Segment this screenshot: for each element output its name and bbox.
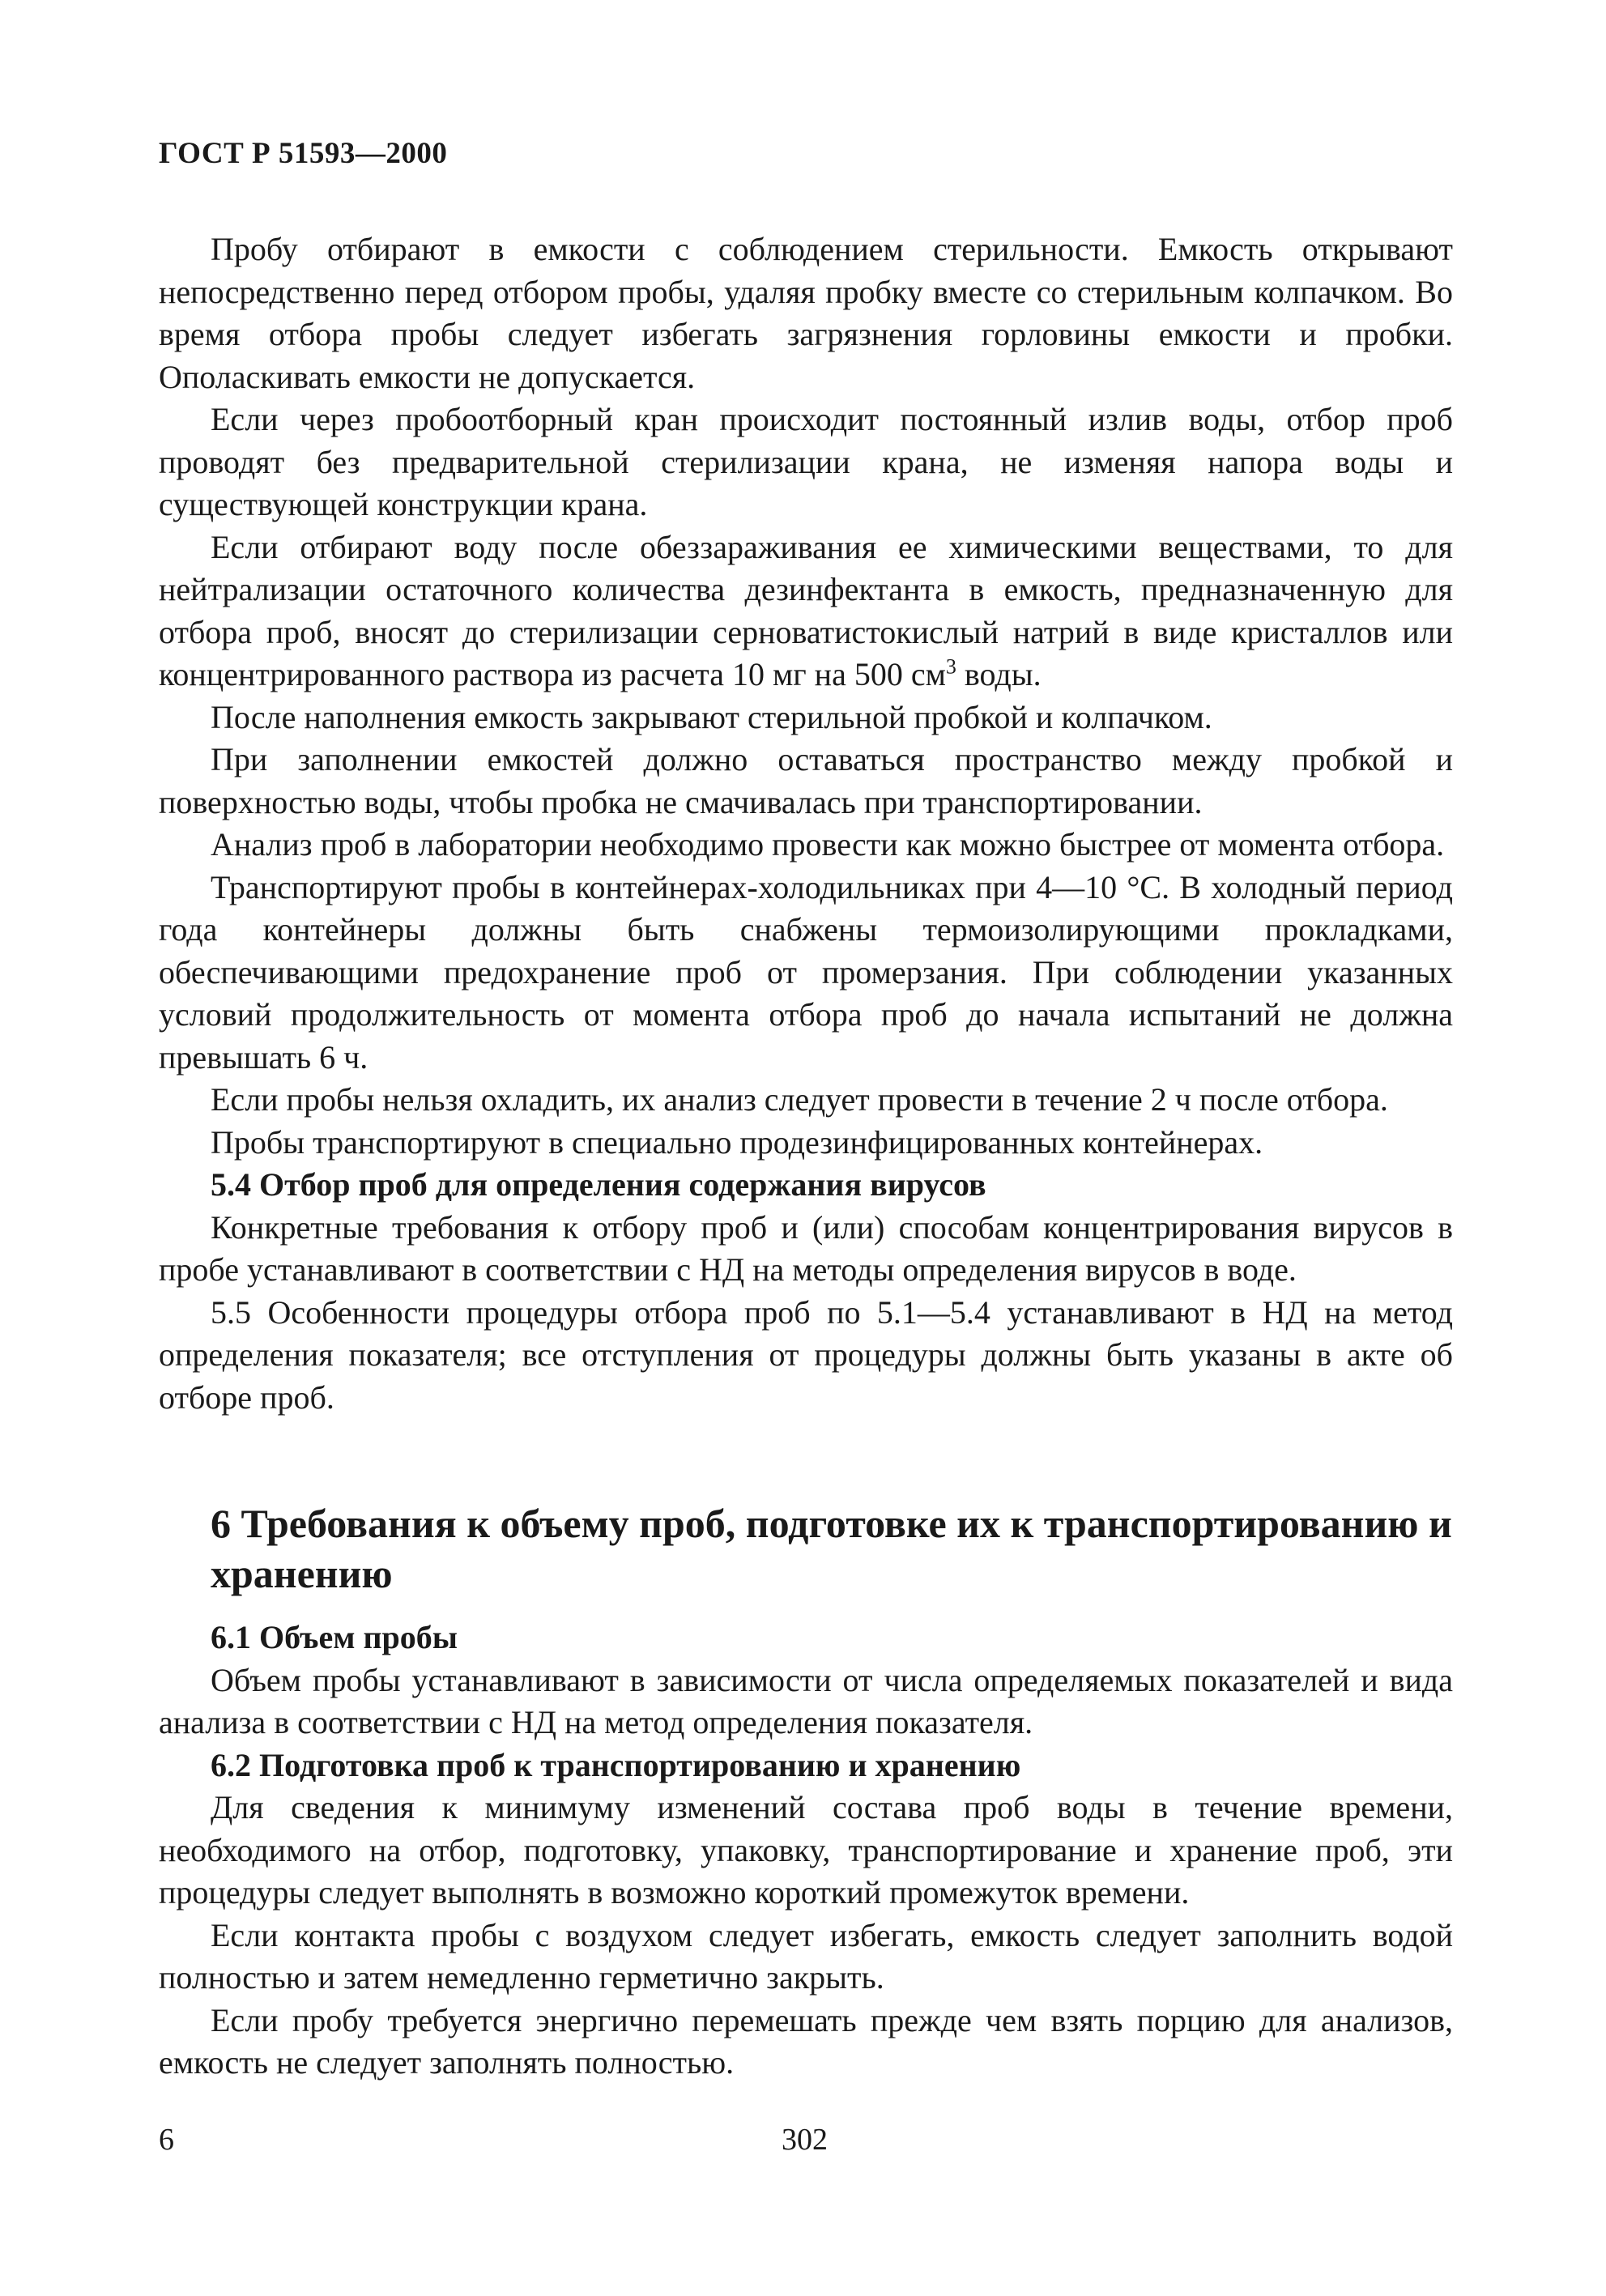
paragraph [159,526,1453,696]
paragraph: 5.5 Особенности процедуры отбора проб по 5.1—5.4 устанавливают в НД на метод определения показателя; все отступления от процедуры должны быть указаны в акте об отборе проб. [159,1293,1453,1416]
paragraph: При заполнении емкостей должно оставаться пространство между пробкой и поверхностью воды, чтобы пробка не смачивалась при транспортировании. [159,741,1453,820]
paragraph-text: Если отбирают воду после обеззараживания ее химическими веществами, то для нейтрализации остаточного количества дезинфектанта в емкость, предназначенную для отбора проб, вносят до стерилизации серноватистокислый натрий в виде кристаллов или концентрированного раствора из расчета 10 мг на 500 см [159,528,1453,692]
subsection-heading: 6.1 Объем пробы [211,1619,458,1655]
subsection-heading: 6.2 Подготовка проб к транспортированию и хранению [211,1746,1021,1783]
paragraph: Если через пробоотборный кран происходит постоянный излив воды, отбор проб проводят без предварительной стерилизации крана, не изменяя напора воды и существующей конструкции крана. [159,401,1453,522]
section-heading: 6 Требования к объему проб, подготовке их к транспортированию и хранению [211,1501,1452,1596]
page-number: 6 [159,2123,174,2157]
paragraph: Объем пробы устанавливают в зависимости от числа определяемых показателей и вида анализа в соответствии с НД на метод определения показателя. [159,1661,1453,1740]
paragraph: Анализ проб в лаборатории необходимо провести как можно быстрее от момента отбора. [211,826,1445,863]
superscript: 3 [945,654,956,679]
paragraph: Пробу отбирают в емкости с соблюдением стерильности. Емкость открывают непосредственно перед отбором пробы, удаляя пробку вместе со стерильным колпачком. Во время отбора пробы следует избегать загрязнения горловины емкости и пробки. Ополаскивать емкости не допускается. [159,231,1453,395]
subsection-heading: 5.4 Отбор проб для определения содержания вирусов [211,1166,986,1203]
document-body [159,228,1453,2085]
paragraph: Если контакта пробы с воздухом следует избегать, емкость следует заполнить водой полностью и затем немедленно герметично закрыть. [159,1916,1453,1996]
paragraph: Пробы транспортируют в специально продезинфицированных контейнерах. [211,1123,1263,1161]
paragraph: Для сведения к минимуму изменений состава проб воды в течение времени, необходимого на отбор, подготовку, упаковку, транспортирование и хранение проб, эти процедуры следует выполнять в возможно короткий промежуток времени. [159,1789,1453,1910]
paragraph: Если пробы нельзя охладить, их анализ следует провести в течение 2 ч после отбора. [211,1081,1388,1118]
paragraph: Если пробу требуется энергично перемешать прежде чем взять порцию для анализов, емкость не следует заполнять полностью. [159,2001,1453,2081]
paragraph: Конкретные требования к отбору проб и (или) способам концентрирования вирусов в пробе устанавливают в соответствии с НД на методы определения вирусов в воде. [159,1208,1453,1288]
paragraph: После наполнения емкость закрывают стерильной пробкой и колпачком. [211,698,1212,735]
paragraph: Транспортируют пробы в контейнерах-холодильниках при 4—10 °С. В холодный период года контейнеры должны быть снабжены термоизолирующими прокладками, обеспечивающими предохранение проб от промерзания. При соблюдении указанных условий продолжительность от момента отбора проб до начала испытаний не должна превышать 6 ч. [159,868,1453,1076]
document-code: ГОСТ Р 51593—2000 [159,137,448,170]
paragraph-text: воды. [956,656,1042,692]
sheet-number: 302 [782,2123,828,2157]
